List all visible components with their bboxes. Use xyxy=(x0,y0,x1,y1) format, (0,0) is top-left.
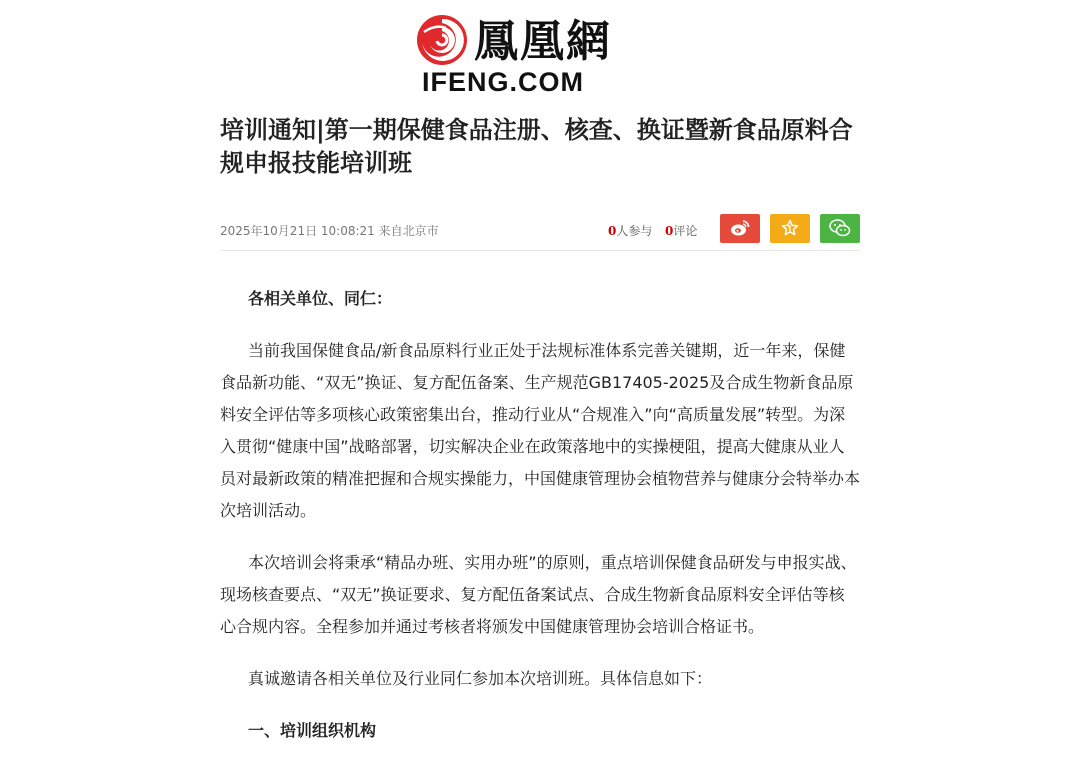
article-title: 培训通知|第一期保健食品注册、核查、换证暨新食品原料合规申报技能培训班 xyxy=(220,116,853,177)
favorite-button[interactable] xyxy=(770,214,810,243)
participants-link[interactable] xyxy=(608,222,652,239)
star-icon xyxy=(781,219,799,237)
salutation: 各相关单位、同仁： xyxy=(248,289,393,308)
article-meta-bar xyxy=(220,213,860,251)
logo-english-text: IFENG.COM xyxy=(422,67,584,97)
article-body xyxy=(220,283,860,767)
body-paragraph: 真诚邀请各相关单位及行业同仁参加本次培训班。具体信息如下： xyxy=(248,669,713,688)
wechat-icon xyxy=(829,219,851,237)
comments-link[interactable] xyxy=(665,222,697,239)
publish-time: 2025年10月21日 10:08:21 来自北京市 xyxy=(220,224,439,238)
participants-count: 0 xyxy=(608,224,617,238)
body-paragraph: 本次培训会将秉承“精品办班、实用办班”的原则，重点培训保健食品研发与申报实战、现场核查要点、“双无”换证要求、复方配伍备案试点、合成生物新食品原料安全评估等核心合规内容。全程参加并通过考核者将颁发中国健康管理协会培训合格证书。 xyxy=(220,553,857,636)
body-paragraph: 当前我国保健食品/新食品原料行业正处于法规标准体系完善关键期，近一年来，保健食品新功能、“双无”换证、复方配伍备案、生产规范GB17405-2025及合成生物新食品原料安全评估等多项核心政策密集出台，推动行业从“合规准入”向“高质量发展”转型。为深入贯彻“健康中国”战略部署，切实解决企业在政策落地中的实操梗阻，提高大健康从业人员对最新政策的精准把握和合规实操能力，中国健康管理协会植物营养与健康分会特举办本次培训活动。 xyxy=(220,341,861,520)
share-weibo-button[interactable] xyxy=(720,214,760,243)
section-heading: 一、培训组织机构 xyxy=(248,721,377,740)
comments-count: 0 xyxy=(665,224,674,238)
participants-label: 人参与 xyxy=(616,224,653,238)
comments-label: 评论 xyxy=(673,224,698,238)
share-wechat-button[interactable] xyxy=(820,214,860,243)
phoenix-logo-icon xyxy=(416,14,468,66)
logo-chinese-text: 鳳凰網 xyxy=(474,16,612,67)
weibo-icon xyxy=(730,219,750,237)
ifeng-logo[interactable] xyxy=(416,14,638,97)
